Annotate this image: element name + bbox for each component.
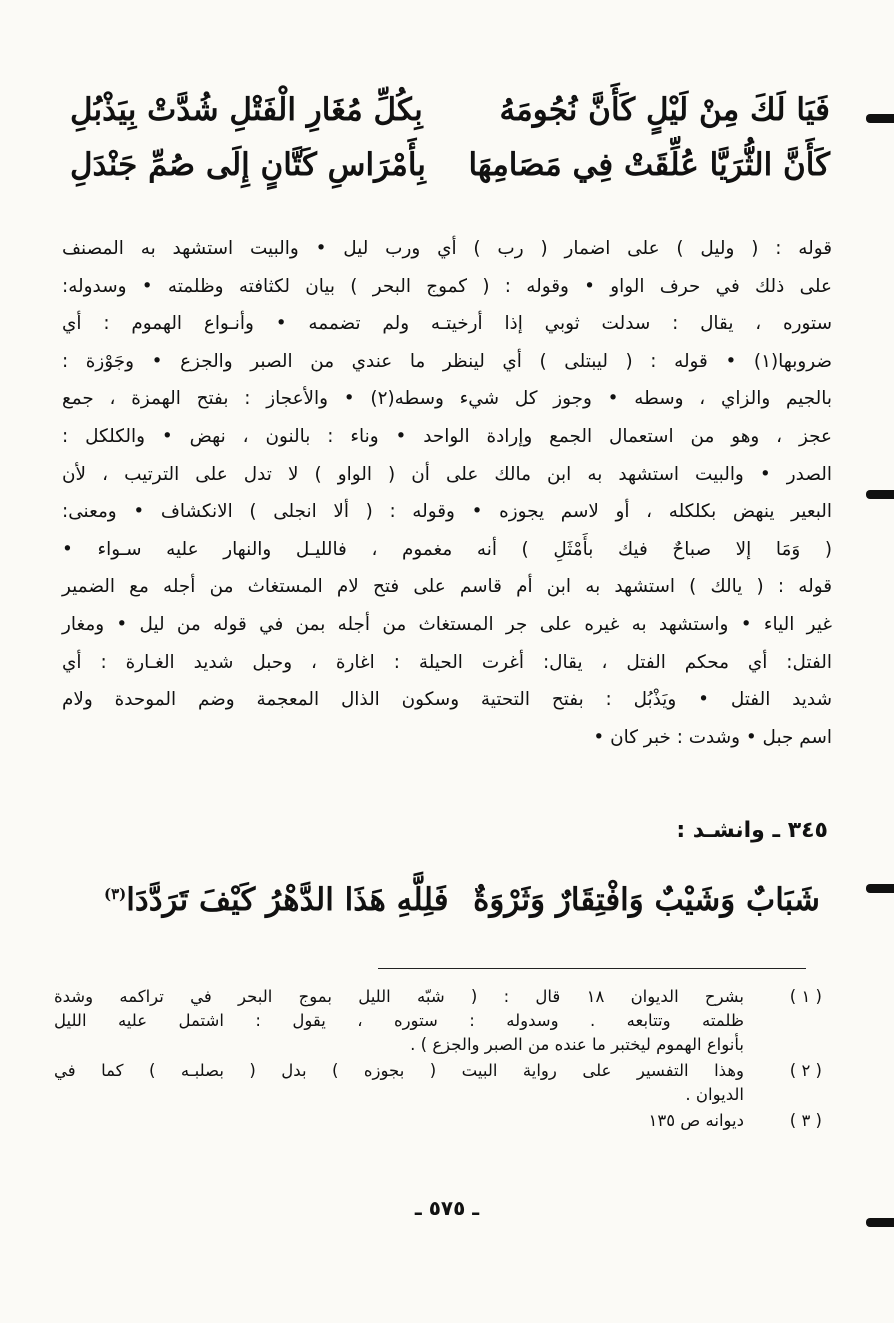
poem-verse-3	[100, 870, 820, 930]
verse-1-second-hemistich: بِكُلِّ مُغَارِ الْفَتْلِ شُدَّتْ بِيَذْبُلِ	[70, 92, 423, 128]
commentary-line: على ذلك في حرف الواو • وقوله : ( كموج البحر ) بيان لكثافته وظلمته • وسدوله:	[62, 275, 832, 297]
footnotes	[54, 985, 834, 1135]
footnote-2	[54, 1059, 834, 1107]
footnote-text	[54, 1109, 744, 1133]
footnote-line: بأنواع الهموم ليختبر ما عنده من الصبر والجزع ) .	[410, 1035, 744, 1054]
commentary-line: اسم جبل • وشدت : خبر كان •	[593, 726, 832, 748]
verse-3-second-hemistich	[100, 882, 449, 918]
section-heading: ٣٤٥ ـ وانشـد :	[676, 818, 828, 843]
footnote-divider	[378, 968, 806, 969]
commentary-line: عجز ، وهو من استعمال الجمع وإرادة الواحد • وناء : بالنون ، نهض • والكلكل :	[62, 425, 832, 447]
verse-2-second-hemistich: بِأَمْرَاسِ كَتَّانٍ إِلَى صُمِّ جَنْدَلِ	[70, 147, 426, 183]
commentary-line: غير الياء • واستشهد به غيره على جر المستغاث من أجله بمن في قوله من ليل • ومغار	[62, 613, 832, 635]
footnote-number: ( ٣ )	[789, 1111, 822, 1130]
commentary-line: الفتل: أي محكم الفتل ، يقال: أغرت الحيلة : اغارة ، وحبل شديد الغـارة : أي	[62, 651, 832, 673]
footnote-line: ديوانه ص ١٣٥	[648, 1111, 744, 1130]
commentary-line: الصدر • والبيت استشهد به ابن مالك على أن ( الواو ) لا تدل على الترتيب ، لأن	[62, 463, 832, 485]
commentary-line: قوله : ( وليل ) على اضمار ( رب ) أي ورب ليل • والبيت استشهد به المصنف	[62, 238, 832, 259]
page-number: ـ ٥٧٥ ـ	[414, 1196, 480, 1220]
commentary-line: ضروبها(١) • قوله : ( ليبتلى ) أي لينظر ما عندي من الصبر والجزع • وجَوْزة :	[62, 350, 832, 372]
footnote-number: ( ١ )	[789, 987, 822, 1006]
footnote-reference: (٣)	[104, 884, 127, 903]
footnote-line: الديوان .	[685, 1085, 744, 1104]
footnote-text	[54, 1059, 744, 1107]
footnote-line: وهذا التفسير على رواية البيت ( بجوزه ) بدل ( بصلبـه ) كما في	[54, 1061, 744, 1080]
footnote-line: ظلمته وتتابعه . وسدوله : ستوره ، يقول : اشتمل عليه الليل	[54, 1011, 744, 1030]
poem-verse-2	[70, 135, 830, 195]
footnote-1	[54, 985, 834, 1057]
footnote-3	[54, 1109, 834, 1133]
verse-2-first-hemistich: كَأَنَّ الثُّرَيَّا عُلِّقَتْ فِي مَصَامِهَا	[468, 147, 830, 183]
page-edge-mark	[866, 1218, 894, 1227]
verse-3-first-hemistich: شَبَابٌ وَشَيْبٌ وَافْتِقَارٌ وَثَرْوَةٌ	[473, 882, 820, 918]
page-edge-mark	[866, 490, 894, 499]
commentary-line: ( وَمَا إلا صباحٌ فيك بأَمْثَلِ ) أنه مغموم ، فالليـل والنهار عليه سـواء •	[62, 538, 832, 560]
commentary-line: البعير ينهض بكلكله ، أو لاسم يجوزه • وقوله : ( ألا انجلى ) الانكشاف • ومعنى:	[62, 501, 832, 523]
commentary-line: قوله : ( يالك ) استشهد به ابن أم قاسم على فتح لام المستغاث من أجله مع الضمير	[62, 576, 832, 598]
footnote-text	[54, 985, 744, 1057]
commentary-line: بالجيم والزاي ، وسطه • وجوز كل شيء وسطه(٢) • والأعجاز : بفتح الهمزة ، جمع	[62, 388, 832, 410]
commentary-line: ستوره ، يقال : سدلت ثوبي إذا أرخيتـه ولم تضممه • وأنـواع الهموم : أي	[62, 313, 832, 335]
commentary-paragraph	[62, 230, 832, 756]
page-edge-mark	[866, 114, 894, 123]
footnote-number: ( ٢ )	[789, 1061, 822, 1080]
commentary-line: شديد الفتل • ويَذْبُل : بفتح التحتية وسكون الذال المعجمة وضم الموحدة ولام	[62, 689, 832, 711]
page-edge-mark	[866, 884, 894, 893]
footnote-line: بشرح الديوان ١٨ قال : ( شبّه الليل بموج البحر في تراكمه وشدة	[54, 987, 744, 1006]
verse-1-first-hemistich: فَيَا لَكَ مِنْ لَيْلٍ كَأَنَّ نُجُومَهُ	[499, 92, 830, 128]
verse-3-second-text: فَلِلَّهِ هَذَا الدَّهْرُ كَيْفَ تَرَدَّدَا	[126, 882, 449, 918]
poem-verse-1	[70, 80, 830, 140]
